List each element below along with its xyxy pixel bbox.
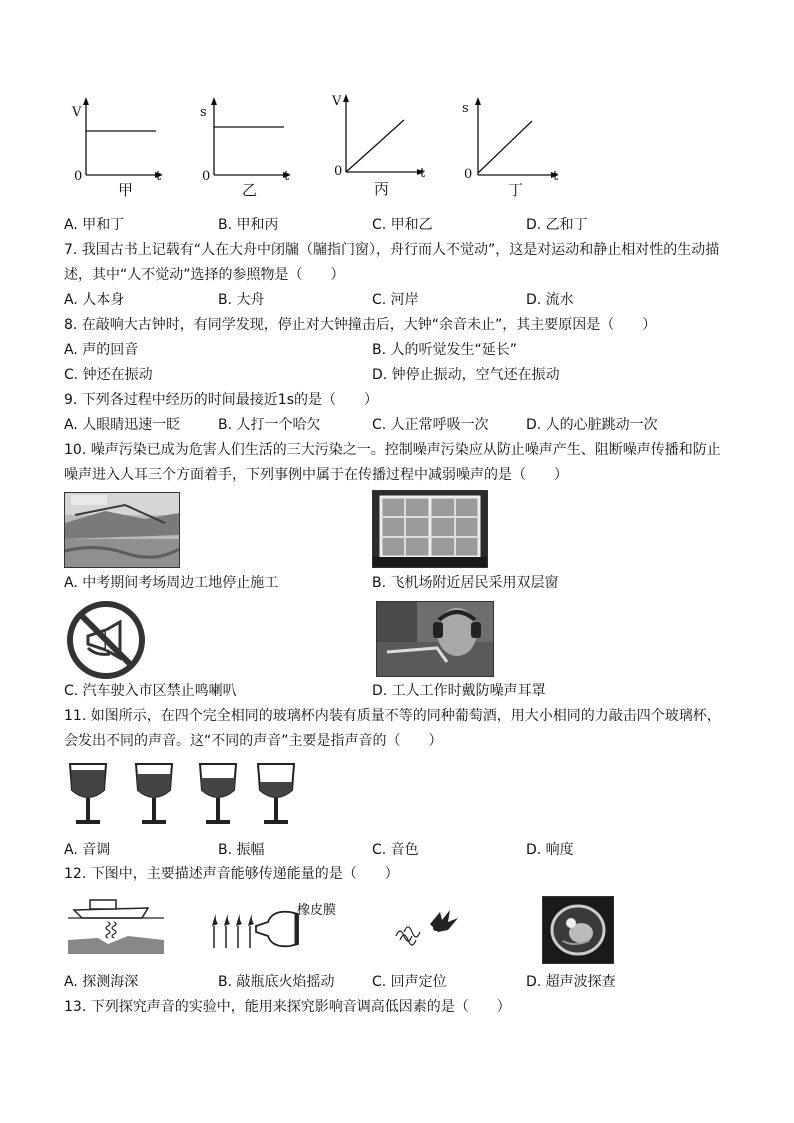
q9-option-d: D. 人的心脏跳动一次 — [526, 417, 658, 433]
q9-stem: 9. 下列各过程中经历的时间最接近1s的是（ ） — [64, 392, 379, 408]
wine-glass-4 — [258, 764, 294, 824]
q11-option-b: B. 振幅 — [218, 842, 265, 858]
q10-option-a: A. 中考期间考场周边工地停止施工 — [64, 575, 279, 591]
graph-ding — [458, 95, 568, 200]
graph-bing-caption: 丙 — [374, 180, 390, 198]
q9-option-c: C. 人正常呼吸一次 — [372, 417, 489, 433]
q8-option-c: C. 钟还在振动 — [64, 367, 153, 383]
q7-option-d: D. 流水 — [526, 292, 574, 308]
q7-option-c: C. 河岸 — [372, 292, 419, 308]
q7-option-b: B. 大舟 — [218, 292, 265, 308]
graph-jia-ylabel: V — [72, 105, 82, 120]
q11-stem-line1: 11. 如图所示，在四个完全相同的玻璃杯内装有质量不等的同种葡萄酒，用大小相同的力敲击四个玻璃杯， — [64, 708, 721, 724]
q13-stem: 13. 下列探究声音的实验中，能用来探究影响音调高低因素的是（ ） — [64, 999, 511, 1015]
q6-option-a: A. 甲和丁 — [64, 217, 125, 233]
rubber-membrane-label: 橡皮膜 — [297, 903, 337, 918]
q7-option-a: A. 人本身 — [64, 292, 125, 308]
wine-glass-2 — [136, 764, 172, 824]
graph-bing-origin: 0 — [334, 164, 343, 179]
graph-bing — [322, 92, 432, 200]
q12-option-a: A. 探测海深 — [64, 974, 139, 990]
construction-site-image — [64, 492, 180, 568]
q12-stem: 12. 下图中，主要描述声音能够传递能量的是（ ） — [64, 866, 399, 882]
q8-stem: 8. 在敲响大古钟时，有同学发现，停止对大钟撞击后，大钟“余音未止”，其主要原因是（ ） — [64, 317, 657, 333]
graph-yi-caption: 乙 — [242, 181, 258, 199]
q8-option-a: A. 声的回音 — [64, 342, 139, 358]
q10-stem-line2: 噪声进入人耳三个方面着手，下列事例中属于在传播过程中减弱噪声的是（ ） — [64, 467, 568, 483]
q8-option-d: D. 钟停止振动，空气还在振动 — [372, 367, 560, 383]
q8-option-b: B. 人的听觉发生“延长” — [372, 342, 518, 358]
graph-bing-ylabel: V — [332, 94, 342, 109]
bottle-candles-figure — [206, 896, 306, 956]
q9-option-b: B. 人打一个哈欠 — [218, 417, 321, 433]
no-horn-sign-icon — [66, 600, 146, 680]
q7-stem-line2: 述，其中“人不觉动”选择的参照物是（ ） — [64, 267, 345, 283]
graph-ding-ylabel: s — [462, 101, 469, 116]
graph-yi-ylabel: s — [200, 105, 207, 120]
q11-option-d: D. 响度 — [526, 842, 574, 858]
q6-option-d: D. 乙和丁 — [526, 217, 588, 233]
double-window-image — [372, 490, 488, 568]
ultrasound-scan-image — [542, 896, 614, 964]
graph-jia-xlabel: t — [156, 169, 162, 184]
q10-option-b: B. 飞机场附近居民采用双层窗 — [372, 575, 559, 591]
graph-yi-origin: 0 — [202, 169, 211, 184]
bat-echolocation-figure — [392, 902, 464, 952]
worker-earmuffs-image — [376, 601, 494, 677]
q12-option-b: B. 敲瓶底火焰摇动 — [218, 974, 335, 990]
graph-bing-xlabel: t — [420, 166, 426, 181]
graph-ding-caption: 丁 — [508, 181, 524, 199]
q6-option-b: B. 甲和丙 — [218, 217, 279, 233]
wine-glasses-figure — [64, 760, 314, 832]
graph-jia — [60, 95, 170, 200]
q11-stem-line2: 会发出不同的声音。这“不同的声音”主要是指声音的（ ） — [64, 733, 443, 749]
graph-jia-caption: 甲 — [118, 181, 134, 199]
graph-yi-xlabel: t — [284, 169, 290, 184]
q10-option-d: D. 工人工作时戴防噪声耳罩 — [372, 683, 546, 699]
wine-glass-3 — [200, 764, 236, 824]
graph-yi — [188, 95, 298, 200]
graph-jia-origin: 0 — [74, 169, 83, 184]
wine-glass-1 — [70, 764, 106, 824]
q7-stem-line1: 7. 我国古书上记载有“人在大舟中闭牖（牖指门窗），舟行而人不觉动”，这是对运动和静止相对性的生动描 — [64, 242, 720, 258]
graph-ding-xlabel: t — [553, 169, 559, 184]
q10-option-c: C. 汽车驶入市区禁止鸣喇叭 — [64, 683, 237, 699]
q6-option-c: C. 甲和乙 — [372, 217, 433, 233]
q11-option-c: C. 音色 — [372, 842, 419, 858]
q9-option-a: A. 人眼睛迅速一眨 — [64, 417, 181, 433]
q10-stem-line1: 10. 噪声污染已成为危害人们生活的三大污染之一。控制噪声污染应从防止噪声产生、阻断噪声传播和防止 — [64, 442, 721, 458]
q12-option-c: C. 回声定位 — [372, 974, 447, 990]
q11-option-a: A. 音调 — [64, 842, 111, 858]
ship-sonar-figure — [68, 890, 164, 954]
q12-option-d: D. 超声波探查 — [526, 974, 616, 990]
graph-ding-origin: 0 — [464, 167, 473, 182]
